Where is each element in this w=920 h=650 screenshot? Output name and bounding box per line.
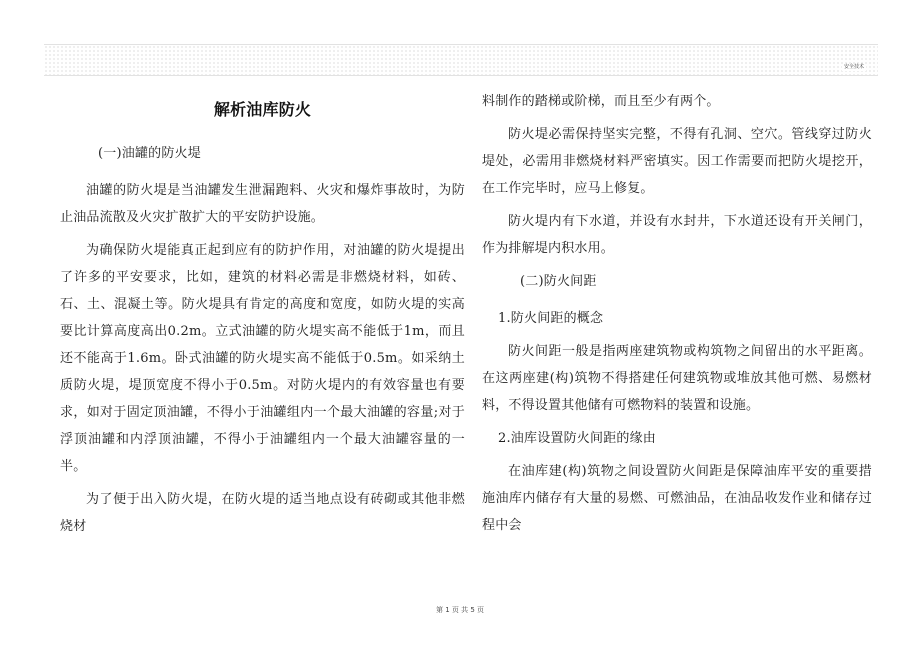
paragraph-spacing-concept: 防火间距一般是指两座建筑物或构筑物之间留出的水平距离。在这两座建(构)筑物不得搭建任何建筑物或堆放其他可燃、易燃材料，不得设置其他储有可燃物料的装置和设施。 xyxy=(482,344,872,413)
page-number-footer: 第 1 页 共 5 页 xyxy=(435,606,485,614)
header-category-tag: 安全技术 xyxy=(843,64,864,70)
paragraph-dike-drainage: 防火堤内有下水道，并设有水封井，下水道还设有开关闸门，作为排解堤内积水用。 xyxy=(482,214,872,256)
subheading-spacing-reason: 2.油库设置防火间距的缘由 xyxy=(498,431,657,446)
paragraph-dike-access: 为了便于出入防火堤，在防火堤的适当地点设有砖砌或其他非燃烧材 xyxy=(60,492,465,534)
page-header-band xyxy=(44,44,878,76)
paragraph-dike-definition: 油罐的防火堤是当油罐发生泄漏跑料、火灾和爆炸事故时，为防止油品流散及火灾扩散扩大的平安防护设施。 xyxy=(60,183,465,225)
right-column xyxy=(482,88,872,545)
section-heading-dike: (一)油罐的防火堤 xyxy=(98,146,201,161)
section-heading-fire-spacing: (二)防火间距 xyxy=(520,274,597,289)
subheading-spacing-concept: 1.防火间距的概念 xyxy=(498,311,604,326)
left-column xyxy=(60,92,465,546)
paragraph-dike-integrity: 防火堤必需保持坚实完整，不得有孔洞、空穴。管线穿过防火堤处，必需用非燃烧材料严密填实。因工作需要而把防火堤挖开，在工作完毕时，应马上修复。 xyxy=(482,127,872,196)
document-title: 解析油库防火 xyxy=(213,100,312,119)
paragraph-spacing-reason: 在油库建(构)筑物之间设置防火间距是保障油库平安的重要措施油库内储存有大量的易燃、可燃油品，在油品收发作业和储存过程中会 xyxy=(482,464,872,533)
paragraph-dike-requirements: 为确保防火堤能真正起到应有的防护作用，对油罐的防火堤提出了许多的平安要求，比如，建筑的材料必需是非燃烧材料，如砖、石、土、混凝土等。防火堤具有肯定的高度和宽度，如防火堤的实高要比计算高度高出0.2m。立式油罐的防火堤实高不能低于1m，而且还不能高于1.6m。卧式油罐的防火堤实高不能低于0.5m。如采纳土质防火堤，堤顶宽度不得小于0.5m。对防火堤内的有效容量也有要求，如对于固定顶油罐，不得小于油罐组内一个最大油罐的容量;对于浮顶油罐和内浮顶油罐，不得小于油罐组内一个最大油罐容量的一半。 xyxy=(60,243,465,474)
paragraph-dike-access-continued: 料制作的踏梯或阶梯，而且至少有两个。 xyxy=(482,94,720,109)
